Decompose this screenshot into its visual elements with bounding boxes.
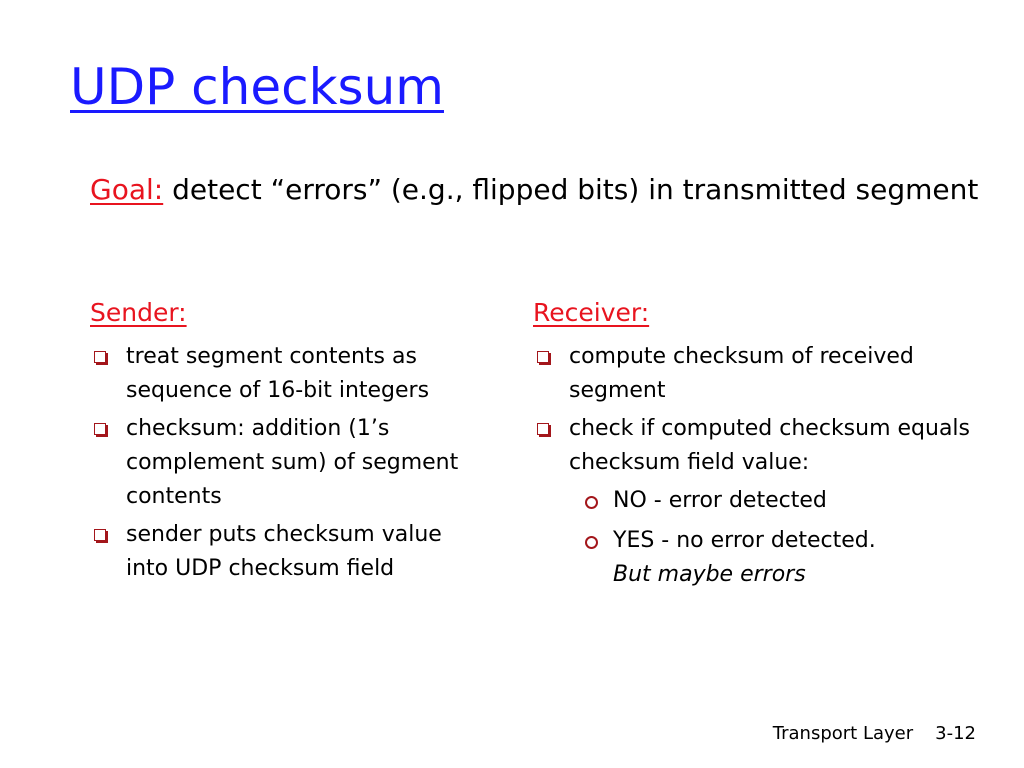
sender-item-text: sender puts checksum value into UDP checksum field bbox=[126, 522, 442, 581]
receiver-subitem bbox=[569, 484, 973, 518]
receiver-subitem-note: But maybe errors bbox=[613, 562, 806, 587]
square-bullet-icon bbox=[94, 423, 106, 435]
sender-heading: Sender: bbox=[90, 298, 187, 327]
sender-item-text: treat segment contents as sequence of 16-bit integers bbox=[126, 344, 430, 403]
sender-item-text: checksum: addition (1’s complement sum) of segment contents bbox=[126, 416, 459, 509]
footer-label: Transport Layer bbox=[772, 723, 914, 744]
receiver-heading: Receiver: bbox=[533, 298, 650, 327]
sender-item bbox=[90, 340, 475, 408]
slide-footer bbox=[773, 722, 976, 746]
receiver-subitem-text: NO - error detected bbox=[613, 488, 827, 513]
receiver-list bbox=[533, 340, 973, 598]
receiver-item bbox=[533, 340, 973, 408]
goal-statement bbox=[90, 170, 1006, 210]
square-bullet-icon bbox=[537, 423, 549, 435]
square-bullet-icon bbox=[94, 529, 106, 541]
circle-bullet-icon bbox=[585, 496, 598, 509]
receiver-subitem bbox=[569, 524, 973, 592]
sender-list bbox=[90, 340, 475, 590]
goal-label: Goal: bbox=[90, 173, 164, 206]
sender-item bbox=[90, 412, 475, 514]
square-bullet-icon bbox=[94, 351, 106, 363]
receiver-sublist bbox=[569, 484, 973, 592]
slide-title: UDP checksum bbox=[70, 58, 444, 116]
sender-item bbox=[90, 518, 475, 586]
receiver-item-text: compute checksum of received segment bbox=[569, 344, 914, 403]
page-number: 3-12 bbox=[935, 723, 976, 744]
receiver-item-text: check if computed checksum equals checksum field value: bbox=[569, 416, 971, 475]
square-bullet-icon bbox=[537, 351, 549, 363]
goal-text: detect “errors” (e.g., flipped bits) in transmitted segment bbox=[163, 173, 979, 206]
circle-bullet-icon bbox=[585, 536, 598, 549]
receiver-subitem-text: YES - no error detected. bbox=[613, 528, 876, 553]
receiver-item bbox=[533, 412, 973, 592]
